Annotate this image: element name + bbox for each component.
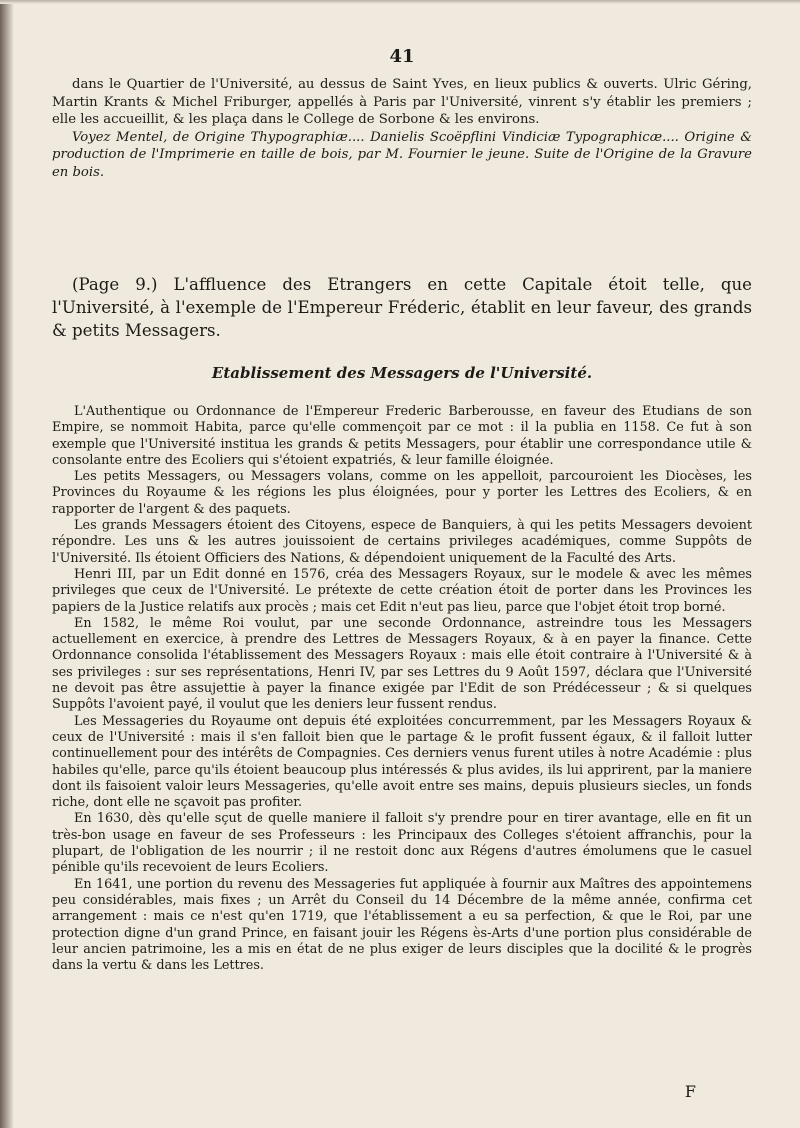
body-paragraph: Henri III, par un Edit donné en 1576, créa des Messagers Royaux, sur le modele & avec les mêmes privileges que ceux de l'Université. Le prétexte de cette création étoit de porter dans les Provinces les papiers de la Justice relatifs aux procès ; mais cet Edit n'eut pas lieu, parce que l'objet étoit trop borné.	[52, 566, 752, 615]
book-page	[52, 40, 752, 1100]
body-paragraph: En 1582, le même Roi voulut, par une seconde Ordonnance, astreindre tous les Messagers actuellement en exercice, à prendre des Lettres de Messagers Royaux, & à en payer la finance. Cette Ordonnance consolida l'établissement des Messagers Royaux : mais elle étoit contraire à l'Université & à ses privileges : sur ses représentations, Henri IV, par ses Lettres du 9 Août 1597, déclara que l'Université ne devoit pas être assujettie à payer la finance exigée par l'Edit de son Prédécesseur ; & si quelques Suppôts l'avoient payé, il voulut que les deniers leur fussent rendus.	[52, 615, 752, 713]
body-text	[52, 404, 752, 974]
intro-paragraph: Voyez Mentel, de Origine Thypographiæ.... Danielis Scoëpflini Vindiciæ Typographicæ.... Origine & production de l'Imprimerie en taille de bois, par M. Fournier le jeune. Suite de l'Origine de la Gravure en bois.	[52, 129, 752, 180]
page-reference-paragraph: (Page 9.) L'affluence des Etrangers en cette Capitale étoit telle, que l'Université, à l'exemple de l'Empereur Fréderic, établit en leur faveur, des grands & petits Messagers.	[52, 275, 752, 340]
body-paragraph: En 1630, dès qu'elle sçut de quelle maniere il falloit s'y prendre pour en tirer avantage, elle en fit un très-bon usage en faveur de ses Professeurs : les Principaux des Colleges s'étoient affranchis, pour la plupart, de l'obligation de les nourrir ; il ne restoit donc aux Régens d'autres émolumens que le casuel pénible qu'ils recevoient de leurs Ecoliers.	[52, 811, 752, 876]
page-number: 41	[389, 46, 415, 67]
section-heading: Etablissement des Messagers de l'Université.	[211, 364, 593, 382]
body-paragraph: Les petits Messagers, ou Messagers volans, comme on les appelloit, parcouroient les Diocèses, les Provinces du Royaume & les régions les plus éloignées, pour y porter les Lettres des Ecoliers, & en rapporter de l'argent & des paquets.	[52, 469, 752, 517]
body-paragraph: Les grands Messagers étoient des Citoyens, espece de Banquiers, à qui les petits Messagers devoient répondre. Les uns & les autres jouissoient de certains privileges académiques, comme Suppôts de l'Université. Ils étoient Officiers des Nations, & dépendoient uniquement de la Faculté des Arts.	[52, 518, 752, 566]
body-paragraph: Les Messageries du Royaume ont depuis été exploitées concurremment, par les Messagers Royaux & ceux de l'Université : mais il s'en falloit bien que le partage & le profit fussent égaux, & il falloit lutter continuellement pour des intérêts de Compagnies. Ces derniers venus furent utiles à notre Académie : plus habiles qu'elle, parce qu'ils étoient beaucoup plus intéressés & plus avides, ils lui apprirent, par la maniere dont ils faisoient valoir leurs Messageries, qu'elle avoit entre ses mains, depuis plusieurs siecles, un fonds riche, dont elle ne sçavoit pas profiter.	[52, 713, 752, 811]
body-paragraph: En 1641, une portion du revenu des Messageries fut appliquée à fournir aux Maîtres des appointemens peu considérables, mais fixes ; un Arrêt du Conseil du 14 Décembre de la même année, confirma cet arrangement : mais ce n'est qu'en 1719, que l'établissement a eu sa perfection, & que le Roi, par une protection digne d'un grand Prince, en faisant jouir les Régens ès-Arts d'une portion plus considérable de leur ancien patrimoine, les a mis en état de ne plus exiger de leurs disciples que la docilité & le progrès dans la vertu & dans les Lettres.	[52, 876, 752, 974]
page-top-edge	[0, 0, 800, 4]
page-reference-paragraph-block	[52, 273, 752, 342]
intro-paragraph: dans le Quartier de l'Université, au dessus de Saint Yves, en lieux publics & ouverts. Ulric Géring, Martin Krants & Michel Friburger, appellés à Paris par l'Université, vinrent s'y établir les premiers ; elle les accueillit, & les plaça dans le College de Sorbone & les environs.	[52, 77, 752, 128]
body-paragraph: L'Authentique ou Ordonnance de l'Empereur Frederic Barberousse, en faveur des Etudians de son Empire, se nommoit Habita, parce qu'elle commençoit par ce mot : il la publia en 1158. Ce fut à son exemple que l'Université institua les grands & petits Messagers, pour établir une correspondance utile & consolante entre des Ecoliers qui s'étoient expatriés, & leur famille éloignée.	[52, 404, 752, 468]
intro-section	[52, 76, 752, 182]
signature-mark: F	[684, 1082, 696, 1101]
binding-shadow	[0, 0, 14, 1128]
